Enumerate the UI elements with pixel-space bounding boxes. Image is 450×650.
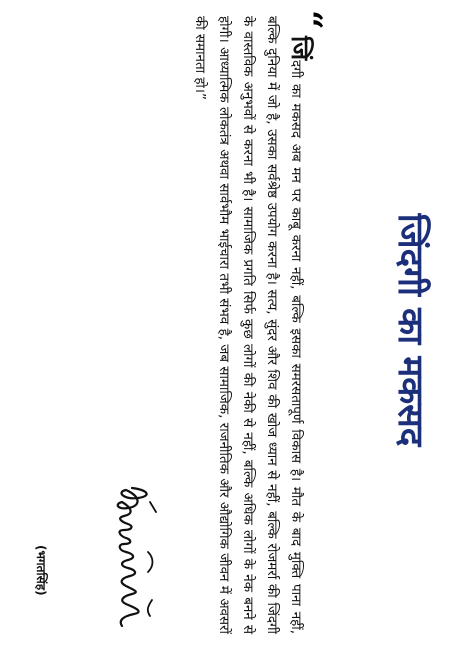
- quote-body: [187, 16, 314, 634]
- lead-letter: जिं: [286, 36, 314, 61]
- quote-text: दगी का मकसद अब मन पर काबू करना नहीं, बल्कि इसका समरसतापूर्ण विकास है। मौत के बाद मुक्ति पाना नहीं, बल्कि दुनिया में जो है, उसका सर्वश्रेष्ठ उपयोग करना है। सत्य, सुंदर और शिव की खोज ध्यान से नहीं, बल्कि रोजमर्रा की जिंदगी के वास्तविक अनुभवों से करना भी है। सामाजिक प्रगति सिर्फ कुछ लोगों की नेकी से नहीं, बल्कि अधिक लोगों के नेक बनने से होगी। आध्यात्मिक लोकतंत्र अथवा सार्वभौम भाईचारा तभी संभव है, जब सामाजिक, राजनीतिक और औद्योगिक जीवन में अवसरों की समानता हो।”: [192, 16, 303, 634]
- opening-quote: “: [289, 10, 329, 30]
- page-title: जिंदगी का मकसद: [390, 213, 430, 447]
- signature-image: [100, 482, 162, 632]
- author-name: (भगतसिंह): [34, 545, 48, 596]
